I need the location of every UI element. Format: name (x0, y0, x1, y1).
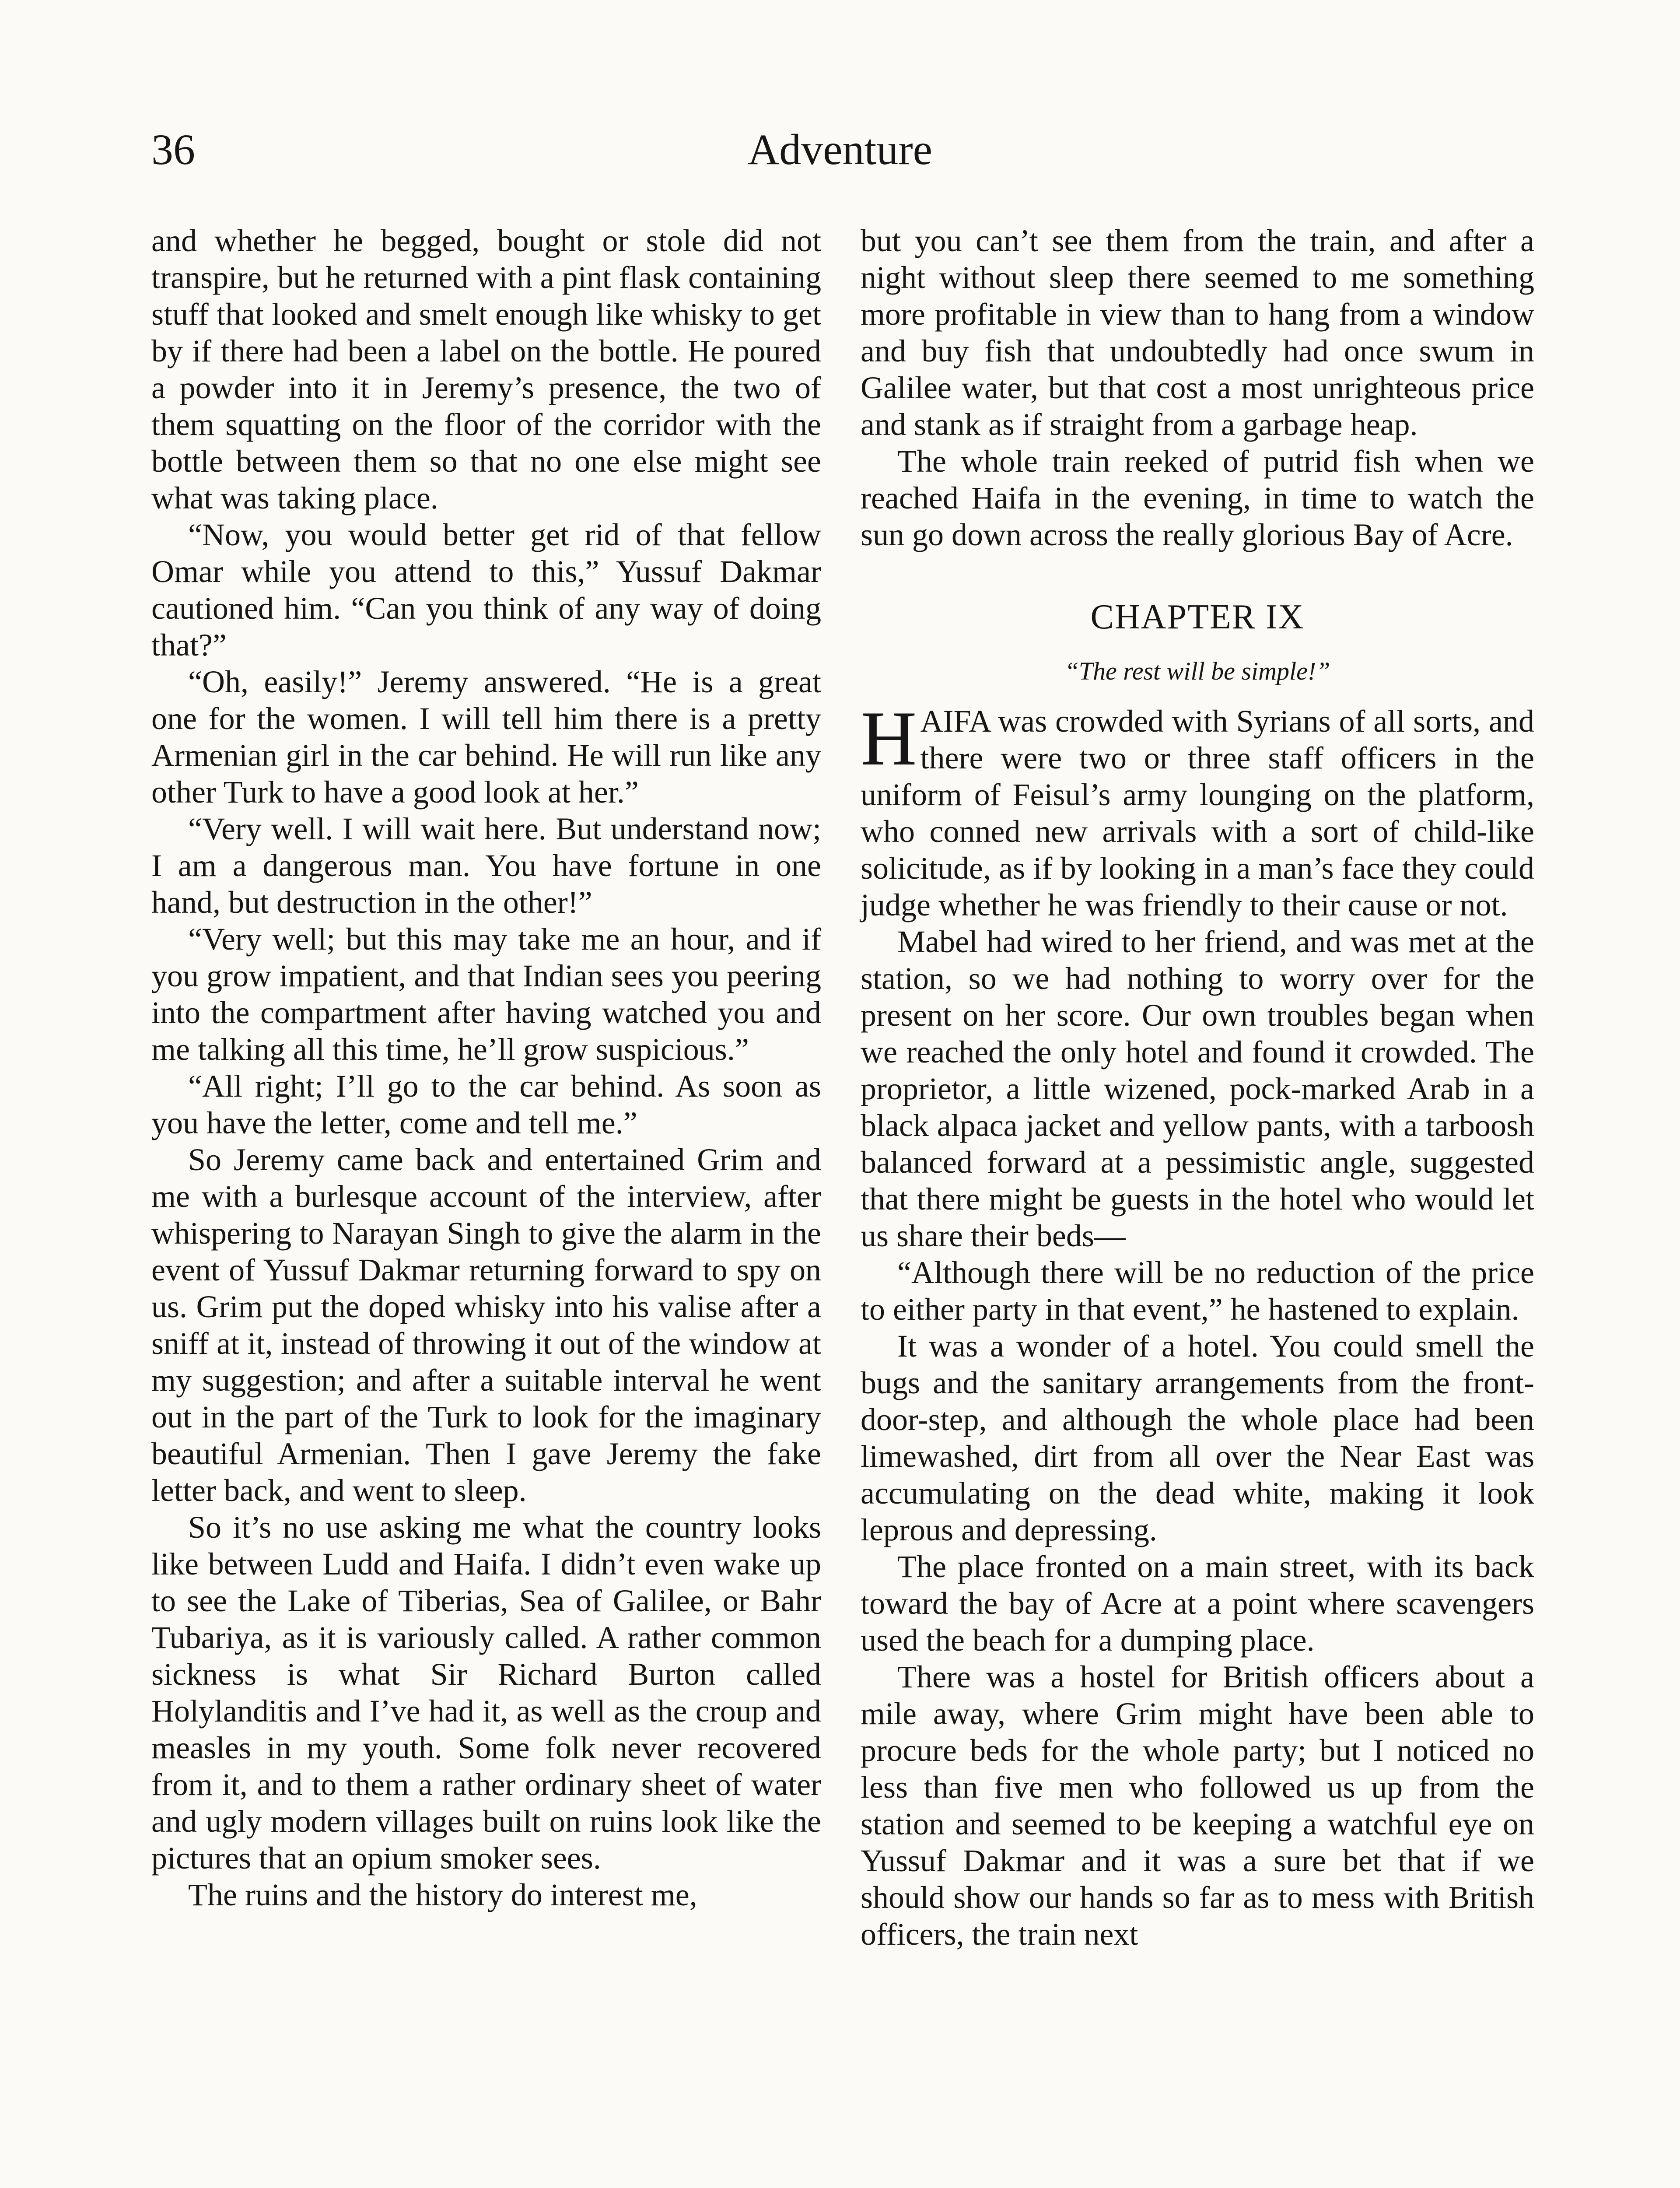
paragraph: The whole train reeked of putrid fish when we reached Haifa in the evening, in time to watch the sun go down across the really glorious Bay of Acre. (861, 444, 1534, 552)
paragraph: “Very well. I will wait here. But understand now; I am a dangerous man. You have fortune in one hand, but destruction in the other!” (151, 811, 821, 920)
paragraph: So Jeremy came back and entertained Grim and me with a burlesque account of the interview, after whispering to Narayan Singh to give the alarm in the event of Yussuf Dakmar returning forward to spy on us. Grim put the doped whisky into his valise after a sniff at it, instead of throwing it out of the window at my suggestion; and after a suitable interval he went out in the part of the Turk to look for the imaginary beautiful Armenian. Then I gave Jeremy the fake letter back, and went to sleep. (151, 1142, 821, 1508)
paragraph: There was a hostel for British officers about a mile away, where Grim might have been able to procure beds for the whole party; but I noticed no less than five men who followed us up from the station and seemed to be keeping a watchful eye on Yussuf Dakmar and it was a sure bet that if we should show our hands so far as to mess with British officers, the train next (861, 1659, 1534, 1952)
paragraph: Mabel had wired to her friend, and was met at the station, so we had nothing to worry over for the present on her score. Our own troubles began when we reached the only hotel and found it crowded. The proprietor, a little wizened, pock-marked Arab in a black alpaca jacket and yellow pants, with a tarboosh balanced forward at a pessimistic angle, suggested that there might be guests in the hotel who would let us share their beds— (861, 924, 1534, 1253)
paragraph: “Although there will be no reduction of the price to either party in that event,” he hastened to explain. (861, 1255, 1534, 1327)
paragraph: The place fronted on a main street, with its back toward the bay of Acre at a point where scavengers used the beach for a dumping place. (861, 1549, 1534, 1658)
chapter-heading: CHAPTER IX (1090, 598, 1305, 636)
page-number: 36 (151, 125, 195, 174)
chapter-opening-paragraph (861, 695, 1534, 923)
paragraph: It was a wonder of a hotel. You could smell the bugs and the sanitary arrangements from the front-door-step, and although the whole place had been limewashed, dirt from all over the Near East was accumulating on the dead white, making it look leprous and depressing. (861, 1329, 1534, 1547)
right-column (861, 222, 1534, 1953)
paragraph: “Very well; but this may take me an hour, and if you grow impatient, and that Indian sees you peering into the compartment after having watched you and me talking all this time, he’ll grow suspicious.” (151, 922, 821, 1067)
left-column (151, 222, 821, 1913)
paragraph: “Oh, easily!” Jeremy answered. “He is a great one for the women. I will tell him there is a pretty Armenian girl in the car behind. He will run like any other Turk to have a good look at her.” (151, 664, 821, 810)
paragraph: So it’s no use asking me what the country looks like between Ludd and Haifa. I didn’t even wake up to see the Lake of Tiberias, Sea of Galilee, or Bahr Tubariya, as it is variously called. A rather common sickness is what Sir Richard Burton called Holylanditis and I’ve had it, as well as the croup and measles in my youth. Some folk never recovered from it, and to them a rather ordinary sheet of water and ugly modern villages built on ruins look like the pictures that an opium smoker sees. (151, 1510, 821, 1876)
paragraph: but you can’t see them from the train, and after a night without sleep there seemed to me something more profitable in view than to hang from a window and buy fish that undoubtedly had once swum in Galilee water, but that cost a most unrighteous price and stank as if straight from a garbage heap. (861, 223, 1534, 442)
chapter-opening-text: AIFA was crowded with Syrians of all sorts, and there were two or three staff officers in the uniform of Feisul’s army lounging on the platform, who conned new arrivals with a sort of child-like solicitude, as if by looking in a man’s face they could judge whether he was friendly to their cause or not. (861, 704, 1534, 922)
running-head: Adventure (747, 125, 933, 174)
paragraph: “Now, you would better get rid of that fellow Omar while you attend to this,” Yussuf Dakmar cautioned him. “Can you think of any way of doing that?” (151, 517, 821, 663)
paragraph: The ruins and the history do interest me, (188, 1877, 697, 1912)
chapter-subtitle: “The rest will be simple!” (1064, 657, 1330, 685)
drop-cap: H (861, 695, 917, 782)
paragraph: “All right; I’ll go to the car behind. As soon as you have the letter, come and tell me.” (151, 1069, 821, 1140)
paragraph: and whether he begged, bought or stole did not transpire, but he returned with a pint flask containing stuff that looked and smelt enough like whisky to get by if there had been a label on the bottle. He poured a powder into it in Jeremy’s presence, the two of them squatting on the floor of the corridor with the bottle between them so that no one else might see what was taking place. (151, 223, 821, 515)
